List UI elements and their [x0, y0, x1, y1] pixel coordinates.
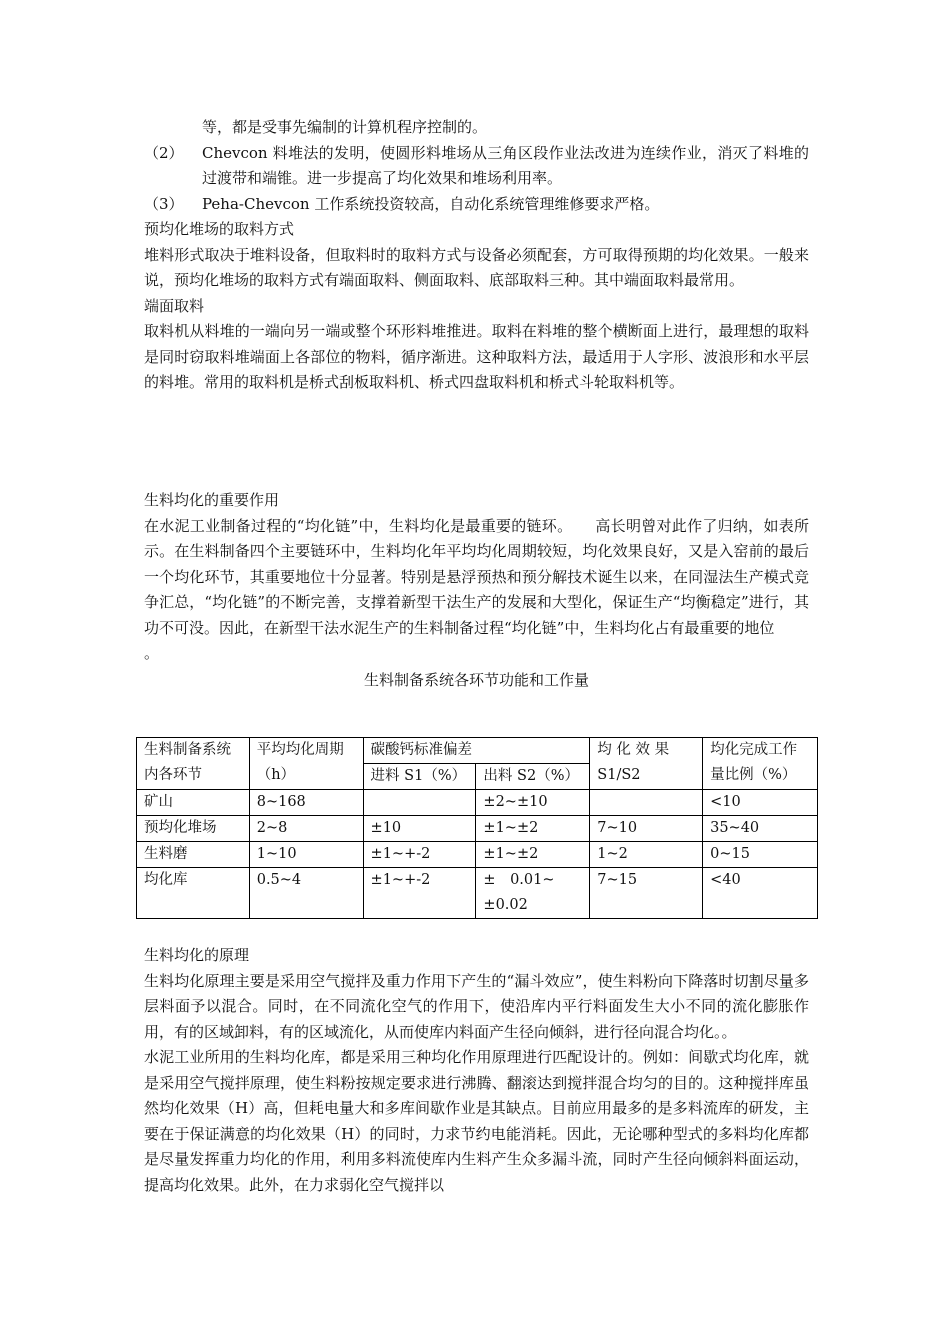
paragraph: 生料均化原理主要是采用空气搅拌及重力作用下产生的“漏斗效应”，使生料粉向下降落时切割尽量多层料面予以混合。同时，在不同流化空气的作用下，使沿库内平行料面发生大小不同的流化膨胀作用，有的区域卸料，有的区域流化，从而使库内料面产生径向倾斜，进行径向混合均化。。 [144, 971, 809, 1041]
table-caption: 生料制备系统各环节功能和工作量 [363, 670, 589, 689]
list-item [144, 192, 809, 218]
table-header-cell: 出料 S2（%） [476, 764, 590, 790]
table-cell: 均化库 [137, 868, 250, 919]
paragraph: 在水泥工业制备过程的“均化链”中，生料均化是最重要的链环。 高长明曾对此作了归纳，如表所示。在生料制备四个主要链环中，生料均化年平均均化周期较短，均化效果良好，又是入窑前的最后一个均化环节，其重要地位十分显著。特别是悬浮预热和预分解技术诞生以来，在同湿法生产模式竞争汇总，“均化链”的不断完善，支撑着新型干法生产的发展和大型化，保证生产“均衡稳定”进行，其功不可没。因此，在新型干法水泥生产的生料制备过程“均化链”中，生料均化占有最重要的地位 [144, 516, 809, 637]
list-item [144, 141, 809, 192]
section-heading: 生料均化的原理 [144, 946, 250, 964]
table-cell [590, 790, 703, 816]
table-cell: 1~2 [590, 842, 703, 868]
table-header-cell: 进料 S1（%） [363, 764, 476, 790]
table-header-cell: 生料制备系统内各环节 [137, 738, 250, 790]
table-cell: 0.5~4 [249, 868, 363, 919]
table-cell: ±1~±2 [476, 842, 590, 868]
table-row [137, 790, 818, 816]
list-item-number: （3） [144, 194, 184, 213]
table-cell: 矿山 [137, 790, 250, 816]
section-heading: 生料均化的重要作用 [144, 491, 280, 509]
table-cell: <10 [703, 790, 818, 816]
list-item-text: Chevcon 料堆法的发明，使圆形料堆场从三角区段作业法改进为连续作业，消灭了料堆的过渡带和端锥。进一步提高了均化效果和堆场利用率。 [202, 143, 809, 187]
section-heading: 预均化堆场的取料方式 [144, 220, 295, 238]
table-cell: 7~10 [590, 816, 703, 842]
table-row [137, 868, 818, 919]
table-row [137, 842, 818, 868]
list-item-text: Peha-Chevcon 工作系统投资较高，自动化系统管理维修要求严格。 [202, 194, 660, 213]
table-cell: 2~8 [249, 816, 363, 842]
paragraph: 水泥工业所用的生料均化库，都是采用三种均化作用原理进行匹配设计的。例如：间歇式均化库，就是采用空气搅拌原理，使生料粉按规定要求进行沸腾、翻滚达到搅拌混合均匀的目的。这种搅拌库虽然均化效果（H）高，但耗电量大和多库间歇作业是其缺点。目前应用最多的是多料流库的研发，主要在于保证满意的均化效果（H）的同时，力求节约电能消耗。因此，无论哪种型式的多料均化库都是尽量发挥重力均化的作用，利用多料流使库内生料产生众多漏斗流，同时产生径向倾斜料面运动，提高均化效果。此外，在力求弱化空气搅拌以 [144, 1048, 809, 1194]
table-cell: <40 [703, 868, 818, 919]
data-table [136, 737, 818, 919]
middle-section [144, 488, 809, 693]
table-cell: ±1~±2 [476, 816, 590, 842]
bottom-section [144, 943, 809, 1198]
table-header-cell: 均 化 效 果 S1/S2 [590, 738, 703, 790]
trailing-period: 。 [144, 644, 160, 662]
table-cell: ±2~±10 [476, 790, 590, 816]
section-heading: 端面取料 [144, 296, 205, 315]
table-cell: 生料磨 [137, 842, 250, 868]
table-cell: ± 0.01~ ±0.02 [476, 868, 590, 919]
top-section [144, 115, 809, 396]
table-cell: ±1~+-2 [363, 868, 476, 919]
table-cell: 35~40 [703, 816, 818, 842]
table-row [137, 816, 818, 842]
table-cell [363, 790, 476, 816]
table-cell: ±1~+-2 [363, 842, 476, 868]
table-header-cell: 碳酸钙标准偏差 [363, 738, 590, 764]
table-header-cell: 均化完成工作量比例（%） [703, 738, 818, 790]
table-cell: 预均化堆场 [137, 816, 250, 842]
paragraph: 取料机从料堆的一端向另一端或整个环形料堆推进。取料在料堆的整个横断面上进行，最理想的取料是同时窃取料堆端面上各部位的物料，循序渐进。这种取料方法，最适用于人字形、波浪形和水平层的料堆。常用的取料机是桥式刮板取料机、桥式四盘取料机和桥式斗轮取料机等。 [144, 322, 809, 391]
paragraph: 堆料形式取决于堆料设备，但取料时的取料方式与设备必须配套，方可取得预期的均化效果。一般来说，预均化堆场的取料方式有端面取料、侧面取料、底部取料三种。其中端面取料最常用。 [144, 245, 809, 289]
table-header-row [137, 738, 818, 764]
list-item-number: （2） [144, 143, 184, 162]
table-cell: 1~10 [249, 842, 363, 868]
table-cell: ±10 [363, 816, 476, 842]
continuation-line: 等，都是受事先编制的计算机程序控制的。 [202, 118, 488, 136]
table-cell: 7~15 [590, 868, 703, 919]
table-header-cell: 平均均化周期（h） [249, 738, 363, 790]
table-cell: 0~15 [703, 842, 818, 868]
table-cell: 8~168 [249, 790, 363, 816]
